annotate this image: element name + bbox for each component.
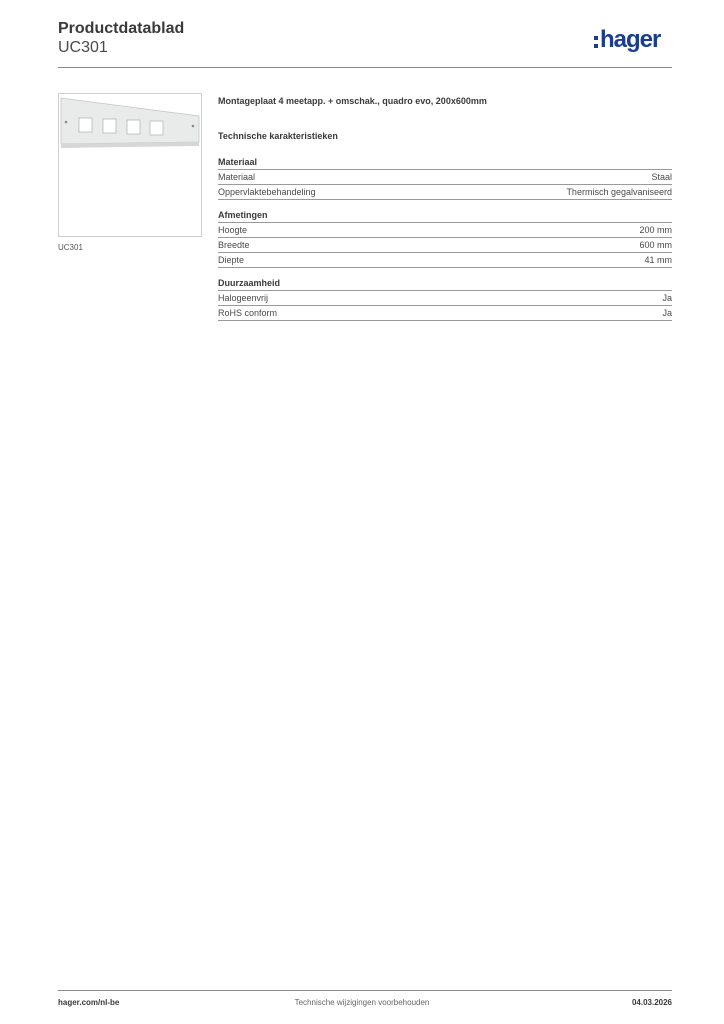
table-row <box>218 306 672 321</box>
image-caption: UC301 <box>58 243 83 252</box>
footer-date: 04.03.2026 <box>631 998 672 1007</box>
row-value: Staal <box>651 172 672 182</box>
section-materiaal <box>218 155 672 200</box>
table-row <box>218 185 672 200</box>
product-description: Montageplaat 4 meetapp. + omschak., quadro evo, 200x600mm <box>218 96 487 106</box>
row-value: 600 mm <box>639 240 672 250</box>
product-image <box>58 93 202 237</box>
table-row <box>218 291 672 306</box>
footer-website-link[interactable]: hager.com/nl-be <box>58 998 120 1007</box>
row-value: 41 mm <box>644 255 672 265</box>
section-title: Materiaal <box>218 155 672 170</box>
footer-disclaimer: Technische wijzigingen voorbehouden <box>294 998 430 1007</box>
header-divider <box>58 67 672 68</box>
table-row <box>218 170 672 185</box>
footer-divider <box>58 990 672 991</box>
tech-characteristics-title: Technische karakteristieken <box>218 131 338 141</box>
product-code: UC301 <box>58 39 108 56</box>
section-title: Duurzaamheid <box>218 276 672 291</box>
section-duurzaamheid <box>218 276 672 321</box>
section-afmetingen <box>218 208 672 268</box>
hager-logo <box>594 28 660 52</box>
row-value: Ja <box>662 293 672 303</box>
row-label: Materiaal <box>218 172 256 182</box>
row-label: Hoogte <box>218 225 248 235</box>
table-row <box>218 223 672 238</box>
row-label: Breedte <box>218 240 250 250</box>
logo-dots-icon <box>594 36 598 48</box>
row-value: Ja <box>662 308 672 318</box>
row-label: Diepte <box>218 255 245 265</box>
row-value: 200 mm <box>639 225 672 235</box>
table-row <box>218 253 672 268</box>
table-row <box>218 238 672 253</box>
row-label: Oppervlaktebehandeling <box>218 187 316 197</box>
row-label: RoHS conform <box>218 308 278 318</box>
row-label: Halogeenvrij <box>218 293 269 303</box>
row-value: Thermisch gegalvaniseerd <box>566 187 672 197</box>
mounting-plate-icon <box>59 94 201 236</box>
logo-text: hager <box>600 26 661 53</box>
page-title: Productdatablad <box>58 20 185 37</box>
section-title: Afmetingen <box>218 208 672 223</box>
